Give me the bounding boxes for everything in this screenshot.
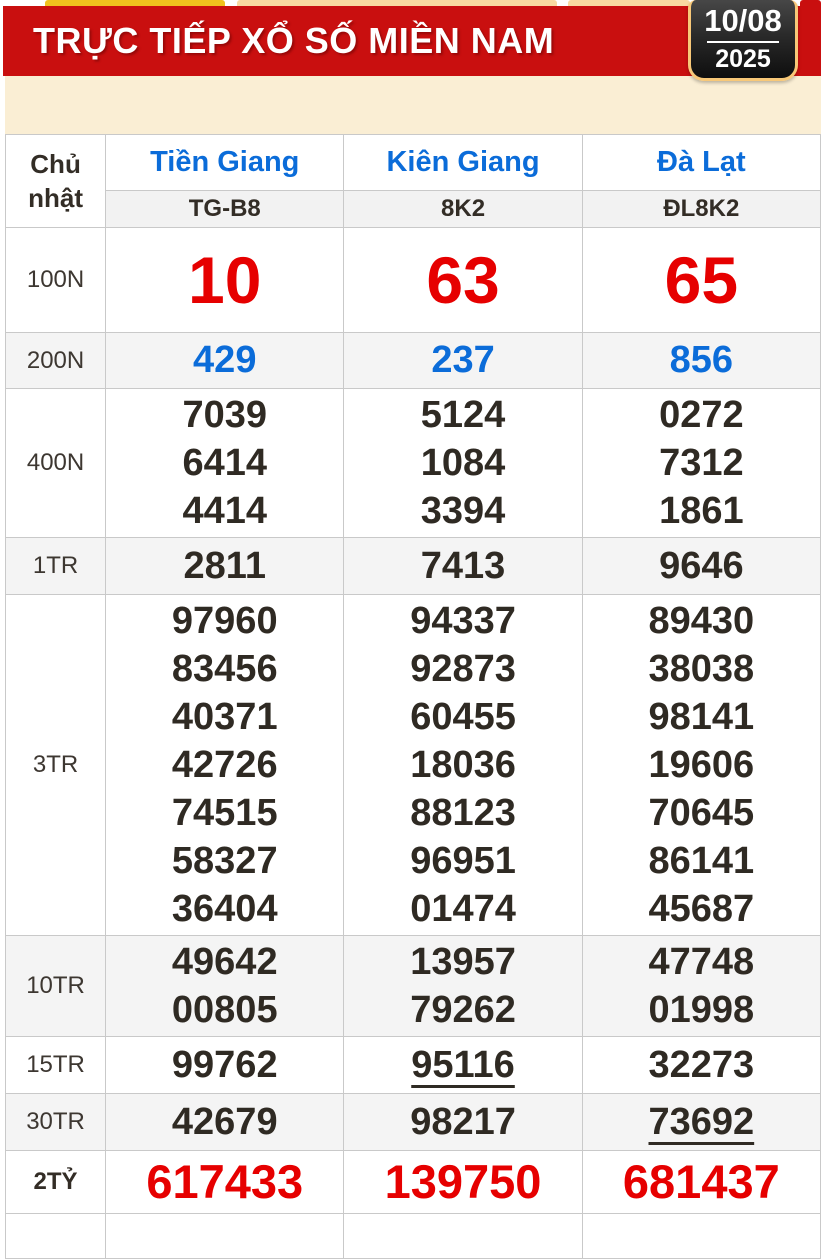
prize-row-200n [6,333,821,389]
day-label: Chủ nhật [6,135,106,228]
prize-number: 4414 [182,490,268,532]
province-link-kien-giang[interactable]: Kiên Giang [344,135,582,191]
prize-cell [106,1151,344,1214]
prize-label: 30TR [6,1094,106,1151]
prize-number: 0272 [659,394,744,436]
prize-label: 1TR [6,538,106,595]
prize-label: 100N [6,228,106,333]
prize-cell [344,1094,582,1151]
prize-number: 70645 [648,792,755,834]
prize-number: 856 [669,339,734,381]
prize-number: 32273 [648,1044,755,1086]
lottery-results-table [5,134,821,1259]
prize-number: 40371 [171,696,278,738]
prize-row-15tr [6,1037,821,1094]
partial-cell [344,1214,582,1259]
prize-cell [106,595,344,936]
prize-number: 3394 [420,490,506,532]
prize-number: 139750 [384,1155,542,1208]
prize-cell [582,1094,820,1151]
partial-cell [582,1214,820,1259]
prize-cell [582,333,820,389]
prize-label: 10TR [6,936,106,1037]
prize-number: 7413 [420,545,506,587]
draw-code: ĐL8K2 [582,191,820,228]
prize-cell [582,228,820,333]
tab-strip-segment-red [800,0,821,6]
prize-number: 98217 [410,1101,516,1143]
prize-number: 617433 [146,1155,304,1208]
prize-cell [582,1037,820,1094]
prize-number: 7039 [182,394,268,436]
prize-cell [582,538,820,595]
prize-number: 94337 [410,600,516,642]
prize-label: 400N [6,389,106,538]
prize-number: 99762 [171,1044,278,1086]
prize-number: 00805 [171,989,278,1031]
prize-cell [344,228,582,333]
prize-cell [106,333,344,389]
date-day-month: 10/08 [704,3,782,38]
prize-cell [344,389,582,538]
prize-cell [106,1037,344,1094]
prize-number: 681437 [622,1155,780,1208]
province-link-da-lat[interactable]: Đà Lạt [582,135,820,191]
prize-cell [106,228,344,333]
prize-cell [582,595,820,936]
prize-cell [344,1037,582,1094]
prize-number: 45687 [648,888,755,930]
prize-number: 5124 [420,394,506,436]
draw-code: 8K2 [344,191,582,228]
prize-row-10tr [6,936,821,1037]
partial-cell [6,1214,106,1259]
prize-cell [344,333,582,389]
prize-number: 2811 [183,545,266,587]
prize-cell [582,389,820,538]
prize-number: 73692 [648,1101,755,1143]
prize-row-400n [6,389,821,538]
prize-number: 7312 [659,442,744,484]
page-title: TRỰC TIẾP XỔ SỐ MIỀN NAM [33,20,555,61]
prize-number: 96951 [410,840,516,882]
prize-number: 74515 [171,792,278,834]
prize-cell [344,595,582,936]
prize-number: 97960 [171,600,278,642]
prize-number: 92873 [410,648,516,690]
prize-number: 1084 [420,442,506,484]
prize-row-1tr [6,538,821,595]
prize-number: 01998 [648,989,755,1031]
prize-cell [582,936,820,1037]
prize-number: 9646 [659,545,744,587]
prize-number: 429 [193,339,257,381]
partial-row [6,1214,821,1259]
prize-number: 86141 [648,840,755,882]
prize-number: 60455 [410,696,516,738]
prize-label: 3TR [6,595,106,936]
prize-number: 65 [664,243,739,317]
prize-number: 98141 [648,696,755,738]
province-header-row [6,135,821,191]
prize-cell [582,1151,820,1214]
prize-cell [106,538,344,595]
prize-label: 200N [6,333,106,389]
prize-number: 47748 [648,941,755,983]
prize-number: 36404 [171,888,278,930]
prize-cell [344,538,582,595]
prize-cell [106,936,344,1037]
prize-number: 13957 [410,941,516,983]
prize-number: 19606 [648,744,755,786]
tab-strip-segment-peach [237,0,557,6]
prize-row-3tr [6,595,821,936]
prize-number: 83456 [171,648,278,690]
prize-number: 79262 [410,989,516,1031]
tab-strip-segment-peach [568,0,690,6]
date-divider [707,41,779,43]
banner-spacer [5,76,821,134]
prize-number: 89430 [648,600,755,642]
tab-strip-segment-gold [45,0,225,6]
prize-row-100n [6,228,821,333]
prize-row-30tr [6,1094,821,1151]
prize-number: 01474 [410,888,516,930]
prize-cell [106,389,344,538]
prize-number: 49642 [171,941,278,983]
date-badge [688,0,798,81]
prize-number: 63 [426,243,500,317]
prize-number: 42726 [171,744,278,786]
prize-number: 10 [188,243,262,317]
prize-number: 6414 [182,442,268,484]
province-link-tien-giang[interactable]: Tiền Giang [106,135,344,191]
prize-number: 42679 [171,1101,278,1143]
prize-cell [106,1094,344,1151]
prize-table-body [6,135,821,1259]
prize-number: 18036 [410,744,516,786]
prize-number: 88123 [410,792,516,834]
prize-label: 15TR [6,1037,106,1094]
prize-number: 38038 [648,648,755,690]
prize-row-2tỷ [6,1151,821,1214]
draw-code: TG-B8 [106,191,344,228]
partial-cell [106,1214,344,1259]
prize-cell [344,1151,582,1214]
prize-number: 95116 [411,1044,515,1086]
prize-number: 1861 [659,490,744,532]
prize-cell [344,936,582,1037]
prize-label: 2TỶ [6,1151,106,1214]
prize-number: 237 [431,339,495,381]
date-year: 2025 [715,45,771,73]
draw-code-row [6,191,821,228]
prize-number: 58327 [171,840,278,882]
